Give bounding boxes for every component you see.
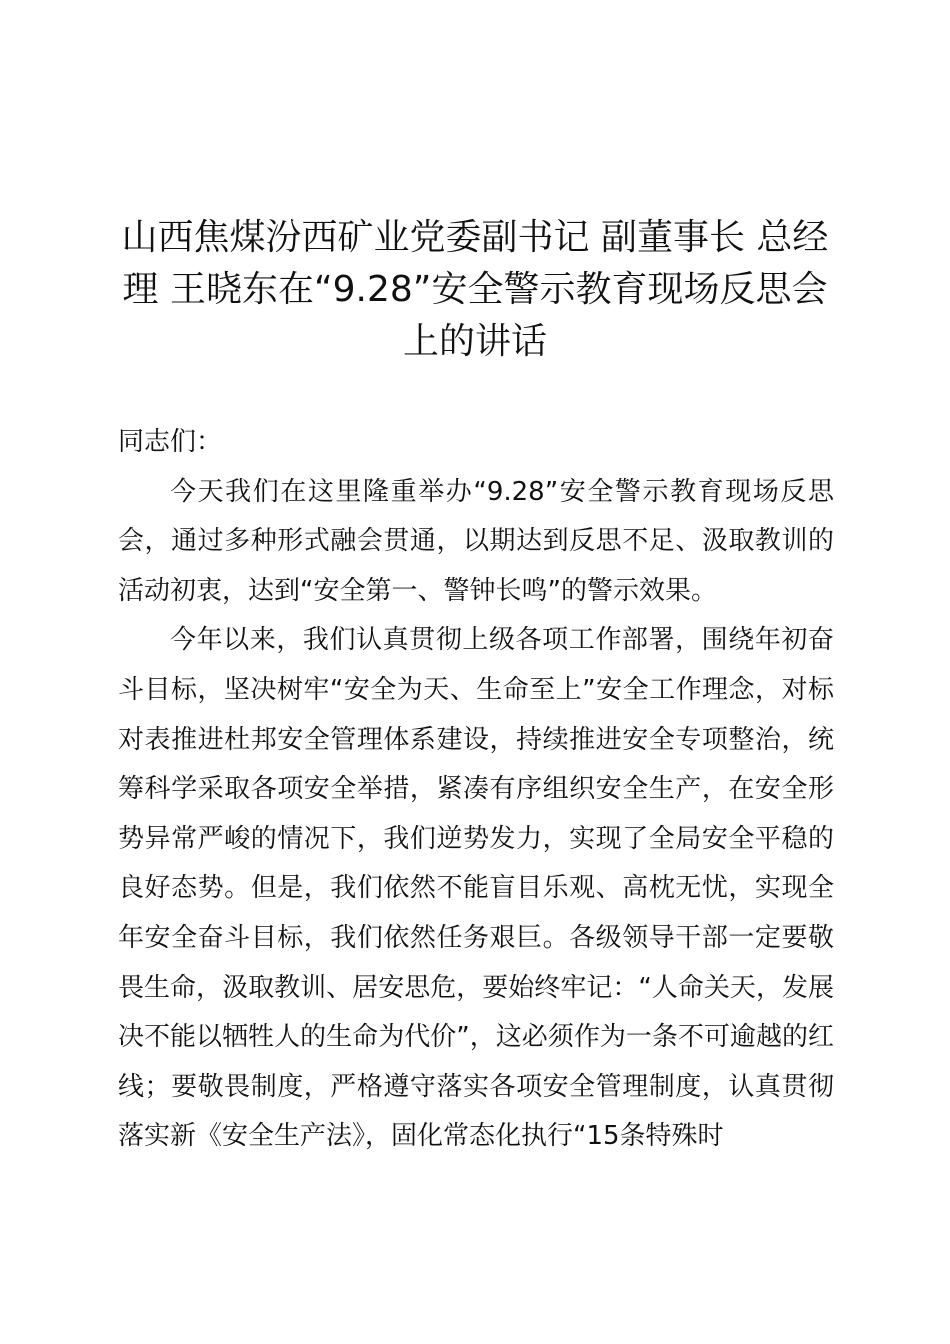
- paragraph-1: 今天我们在这里隆重举办“9.28”安全警示教育现场反思会，通过多种形式融会贯通，以期达到反思不足、汲取教训的活动初衷，达到“安全第一、警钟长鸣”的警示效果。: [118, 476, 834, 606]
- document-body: [118, 418, 834, 1162]
- salutation: 同志们：: [118, 427, 223, 457]
- paragraph-2: 今年以来，我们认真贯彻上级各项工作部署，围绕年初奋斗目标，坚决树牢“安全为天、生命至上”安全工作理念，对标对表推进杜邦安全管理体系建设，持续推进安全专项整治，统筹科学采取各项安全举措，紧凑有序组织安全生产，在安全形势异常严峻的情况下，我们逆势发力，实现了全局安全平稳的良好态势。但是，我们依然不能盲目乐观、高枕无忧，实现全年安全奋斗目标，我们依然任务艰巨。各级领导干部一定要敬畏生命，汲取教训、居安思危，要始终牢记：“人命关天，发展决不能以牺牲人的生命为代价”，这必须作为一条不可逾越的红线；要敬畏制度，严格遵守落实各项安全管理制度，认真贯彻落实新《安全生产法》，固化常态化执行“15条特殊时: [118, 625, 834, 1152]
- document-title: 山西焦煤汾西矿业党委副书记 副董事长 总经理 王晓东在“9.28”安全警示教育现场反思会上的讲话: [121, 217, 829, 362]
